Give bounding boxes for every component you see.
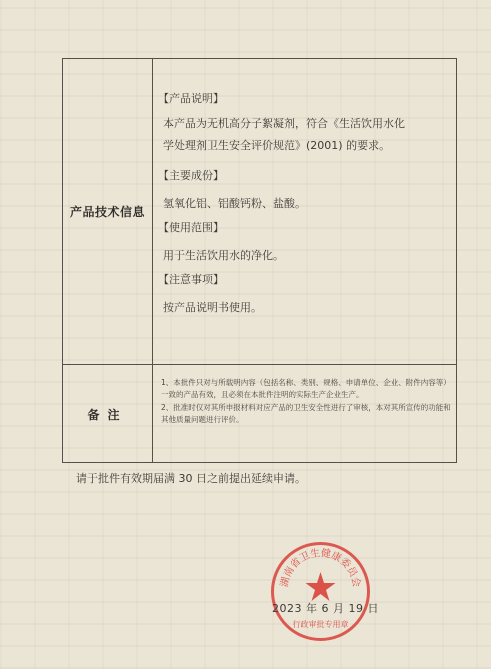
scope-line-1: 用于生活饮用水的净化。	[163, 249, 284, 262]
section-heading-scope: 【使用范围】	[158, 221, 224, 234]
section-scope-body	[163, 245, 453, 267]
tech-info-label: 产品技术信息	[69, 205, 145, 219]
ingredients-line-1: 氢氧化铝、铝酸钙粉、盐酸。	[163, 197, 306, 210]
official-seal-stamp	[268, 539, 373, 644]
product-info-table	[62, 58, 457, 463]
notes-body	[161, 377, 451, 427]
note-item: 2、批准时仅对其所申报材料对应产品的卫生安全性进行了审核，本对其所宣传的功能和其他质量问题进行评价。	[161, 403, 451, 424]
issue-date: 2023 年 6 月 19 日	[272, 602, 379, 615]
renewal-notice: 请于批件有效期届满 30 日之前提出延续申请。	[76, 472, 306, 485]
section-ingredients-body	[163, 193, 453, 215]
description-line-1: 本产品为无机高分子絮凝剂，符合《生活饮用水化	[163, 117, 405, 130]
note-item: 1、本批件只对与所载明内容（包括名称、类别、规格、申请单位、企业、附件内容等）一致的产品有效，且必须在本批件注明的实际生产企业生产。	[161, 378, 451, 399]
section-heading-description: 【产品说明】	[158, 92, 224, 105]
section-precautions-body	[163, 297, 453, 319]
seal-star-icon	[306, 572, 336, 601]
section-description-body	[163, 113, 453, 157]
description-line-2: 学处理剂卫生安全评价规范》(2001) 的要求。	[163, 139, 391, 152]
seal-authority-text: 湖南省卫生健康委员会	[279, 547, 362, 589]
notes-label: 备注	[87, 407, 128, 422]
precautions-line-1: 按产品说明书使用。	[163, 301, 262, 314]
seal-purpose-text: 行政审批专用章	[292, 620, 349, 629]
section-heading-ingredients: 【主要成份】	[158, 169, 224, 182]
table-column-divider	[152, 59, 153, 462]
section-heading-precautions: 【注意事项】	[158, 273, 224, 286]
